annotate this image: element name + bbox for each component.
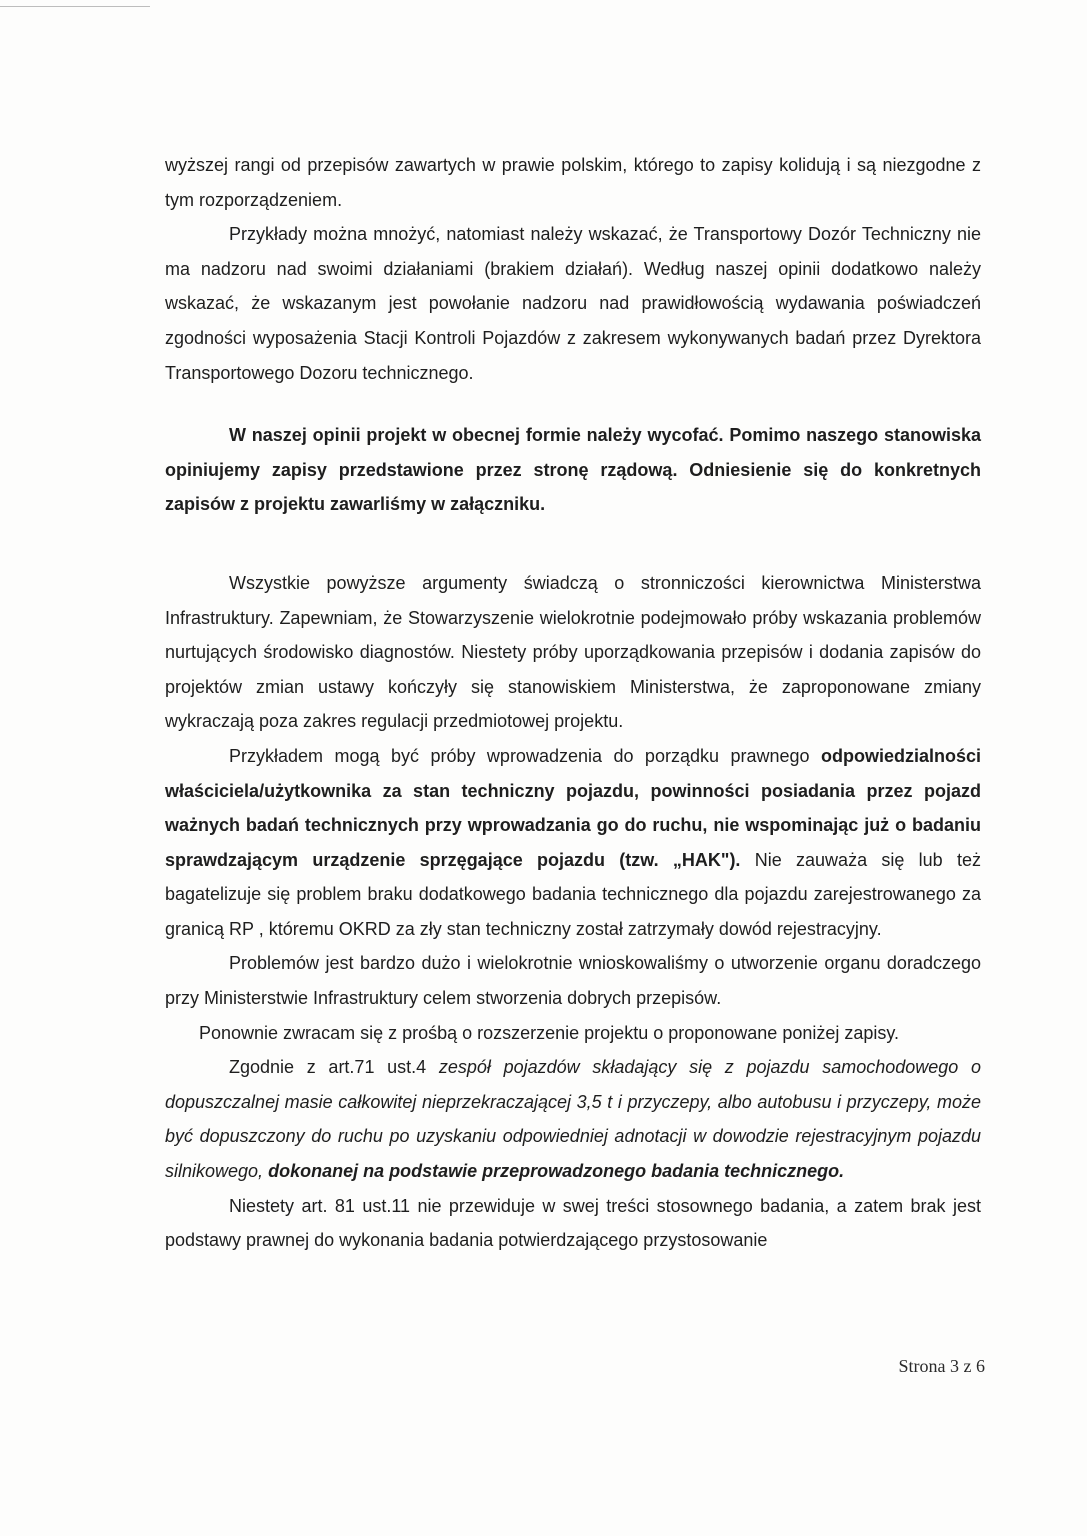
paragraph-example-hak-start: Przykładem mogą być próby wprowadzenia do porządku prawnego [229,745,810,766]
paragraph-art71 [165,1050,981,1188]
paragraph-art81: Niestety art. 81 ust.11 nie przewiduje w swej treści stosownego badania, a zatem brak jest podstawy prawnej do wykonania badania potwierdzającego przystosowanie [165,1195,981,1251]
paragraph-request: Ponownie zwracam się z prośbą o rozszerzenie projektu o proponowane poniżej zapisy. [199,1022,900,1043]
page-number: Strona 3 z 6 [898,1356,985,1376]
paragraph-problems: Problemów jest bardzo dużo i wielokrotnie wnioskowaliśmy o utworzenie organu doradczego przy Ministerstwie Infrastruktury celem stworzenia dobrych przepisów. [165,953,981,1009]
paragraph-continuation: wyższej rangi od przepisów zawartych w prawie polskim, którego to zapisy kolidują i są niezgodne z tym rozporządzeniem. [165,155,981,210]
paragraph-art71-bold-italic: dokonanej na podstawie przeprowadzonego badania technicznego. [268,1161,845,1182]
paragraph-opinion-bold: W naszej opinii projekt w obecnej formie należy wycofać. Pomimo naszego stanowiska opiniujemy zapisy przedstawione przez stronę rządową. Odniesienie się do konkretnych zapisów z projektu zawarliśmy w załączniku. [165,425,981,515]
paragraph-art71-start: Zgodnie z art.71 ust.4 [229,1057,427,1078]
scan-edge-line [0,6,150,7]
paragraph-example-hak [165,739,981,947]
document-body [165,148,981,1258]
paragraph-art71-italic: zespół pojazdów składający się z pojazdu samochodowego o dopuszczalnej masie całkowitej nieprzekraczającej 3,5 t i przyczepy, albo autobusu i przyczepy, może być dopuszczony do ruchu po uzyskaniu odpowiedniej adnotacji w dowodzie rejestracyjnym pojazdu silnikowego, [165,1057,981,1182]
paragraph-arguments: Wszystkie powyższe argumenty świadczą o stronniczości kierownictwa Ministerstwa Infrastruktury. Zapewniam, że Stowarzyszenie wielokrotnie podejmowało próby wskazania problemów nurtujących środowisko diagnostów. Niestety próby uporządkowania przepisów i dodania zapisów do projektów zmian ustawy kończyły się stanowiskiem Ministerstwa, że zaproponowane zmiany wykraczają poza zakres regulacji przedmiotowej projektu. [165,572,981,732]
paragraph-examples: Przykłady można mnożyć, natomiast należy wskazać, że Transportowy Dozór Techniczny nie ma nadzoru nad swoimi działaniami (brakiem działań). Według naszej opinii dodatkowo należy wskazać, że wskazanym jest powołanie nadzoru nad prawidłowością wydawania poświadczeń zgodności wyposażenia Stacji Kontroli Pojazdów z zakresem wykonywanych badań przez Dyrektora Transportowego Dozoru technicznego. [165,224,981,383]
paragraph-example-hak-end: Nie zauważa się lub też bagatelizuje się problem braku dodatkowego badania technicznego dla pojazdu zarejestrowanego za granicą RP , któremu OKRD za zły stan techniczny został zatrzymały dowód rejestracyjny. [165,849,981,939]
paragraph-example-hak-bold: odpowiedzialności właściciela/użytkownika za stan techniczny pojazdu, powinności posiadania przez pojazd ważnych badań technicznych przy wprowadzania go do ruchu, nie wspominając już o badaniu sprawdzającym urządzenie sprzęgające pojazdu (tzw. „HAK"). [165,745,981,870]
